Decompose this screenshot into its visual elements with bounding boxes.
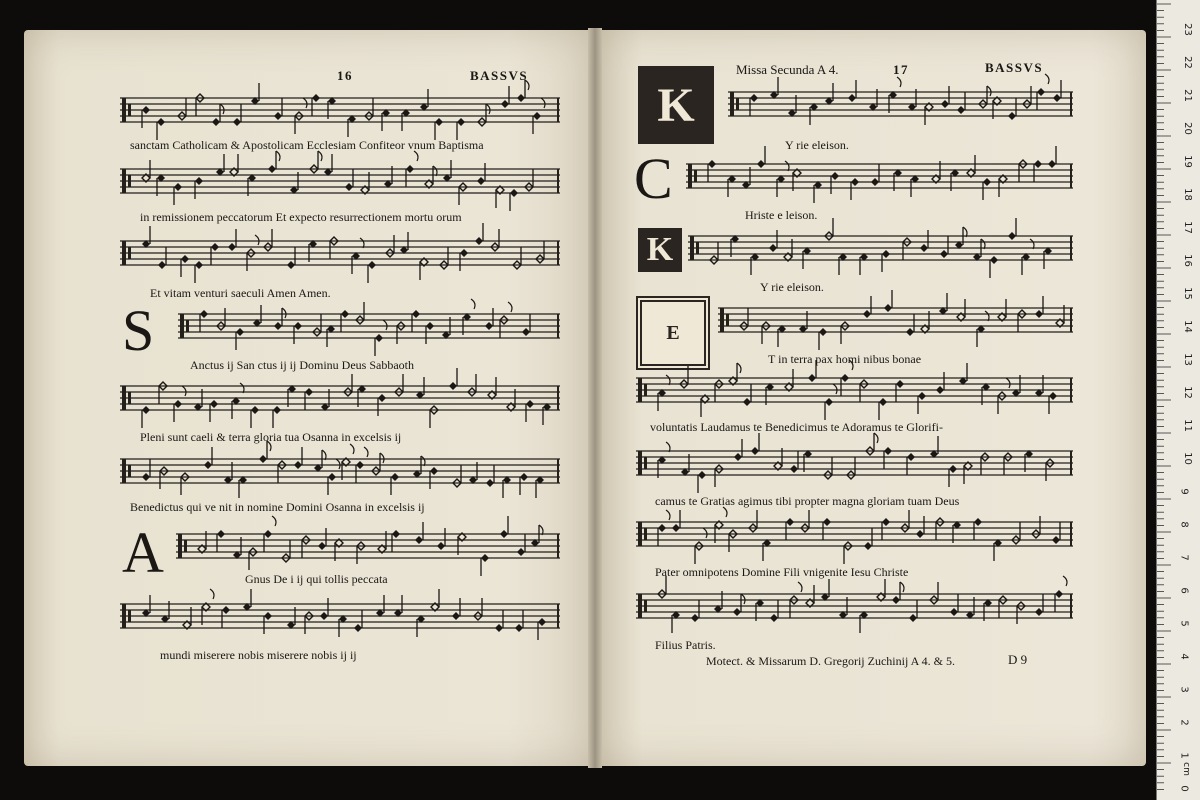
note [860, 380, 868, 402]
note [715, 380, 723, 402]
book-gutter [588, 28, 602, 768]
clef-mark [122, 604, 126, 628]
clef-mark [638, 522, 642, 546]
note [437, 528, 445, 550]
note [478, 104, 490, 126]
music-staff [636, 516, 1073, 556]
note [212, 104, 224, 126]
note [376, 595, 384, 617]
note [743, 384, 751, 406]
music-staff [636, 372, 1073, 412]
ruler-label: 22 [1181, 56, 1193, 69]
ornate-initial: K [638, 66, 714, 144]
note [884, 447, 892, 469]
ruler-label: 0 [1178, 785, 1190, 792]
note [287, 247, 295, 269]
note [305, 388, 313, 410]
note [526, 400, 534, 422]
note [770, 600, 778, 622]
note [1034, 160, 1042, 182]
ornate-initial: E [636, 296, 710, 370]
note [365, 98, 373, 120]
note [710, 242, 718, 264]
note [1017, 602, 1025, 624]
lyric-line: Benedictus qui ve nit in nomine Domini Osanna in excelsis ij [130, 500, 425, 514]
ruler-label: 12 [1181, 386, 1193, 399]
ruler-label: 6 [1178, 587, 1190, 594]
note [1052, 522, 1060, 544]
lyric-line: T in terra pax homi nibus bonae [768, 352, 922, 366]
lyric-line: Y rie eleison. [785, 138, 849, 152]
note [392, 530, 400, 552]
note [488, 377, 496, 399]
note [882, 250, 890, 272]
music-staff [686, 158, 1073, 198]
lyric-line: mundi miserere nobis miserere nobis ij ij [160, 648, 357, 662]
note [925, 103, 933, 125]
lyric-line: Anctus ij San ctus ij ij Dominu Deus Sabbaoth [190, 358, 414, 372]
note [249, 548, 257, 570]
note [302, 536, 310, 558]
note [806, 585, 814, 607]
note [916, 516, 924, 538]
note [936, 518, 944, 540]
ruler-label: 21 [1181, 89, 1193, 102]
note [762, 322, 770, 344]
note [824, 457, 832, 479]
ruler-label: 5 [1178, 620, 1190, 627]
note [142, 595, 150, 617]
note [320, 598, 328, 620]
footer-title: Motect. & Missarum D. Gregorij Zuchinij A 4. & 5. [706, 654, 955, 668]
note [1004, 453, 1012, 475]
music-staff [120, 453, 560, 493]
note [142, 160, 150, 182]
note [274, 98, 282, 120]
note [936, 372, 944, 394]
left-page-number: 16 [337, 68, 353, 83]
ruler-label: 2 [1178, 719, 1190, 726]
note [412, 310, 420, 332]
note [318, 528, 326, 550]
note [474, 598, 482, 620]
note [394, 595, 402, 617]
ruler-label: 17 [1181, 221, 1193, 234]
note [477, 163, 485, 185]
note [420, 89, 428, 111]
note [810, 103, 818, 125]
lyric-line: Gnus De i ij qui tollis peccata [245, 572, 388, 586]
note [981, 453, 989, 475]
note [142, 459, 150, 481]
clef-mark [694, 170, 697, 182]
note [339, 615, 347, 637]
lyric-line: Filius Patris. [655, 638, 716, 652]
note [294, 322, 302, 344]
note [979, 86, 991, 108]
clef-mark [128, 392, 131, 404]
note [305, 612, 313, 634]
note [174, 183, 182, 205]
initial-letter: S [122, 298, 155, 363]
note [740, 308, 748, 330]
clef-mark [178, 534, 182, 558]
clef-mark [638, 378, 642, 402]
note [382, 109, 390, 131]
ruler-label: 1 [1178, 752, 1190, 759]
note [330, 237, 338, 259]
note [1046, 459, 1054, 481]
mass-title: Missa Secunda A 4. [736, 62, 839, 77]
ruler-label: 9 [1178, 488, 1190, 495]
note [181, 473, 189, 495]
ruler-label: 14 [1181, 320, 1193, 333]
note [964, 462, 972, 484]
clef-mark [730, 92, 734, 116]
note [217, 530, 225, 552]
note [313, 314, 321, 336]
note [159, 382, 167, 404]
note [851, 178, 859, 200]
note [417, 615, 425, 637]
note [803, 247, 811, 269]
right-page-number: 17 [893, 62, 909, 77]
note [372, 453, 384, 475]
clef-mark [128, 247, 131, 259]
note [253, 305, 261, 327]
note [909, 600, 917, 622]
note [525, 169, 533, 191]
note [790, 451, 798, 473]
note [536, 241, 544, 263]
clef-mark [128, 104, 131, 116]
clef-mark [184, 540, 187, 552]
note [222, 606, 230, 628]
note [402, 109, 410, 131]
clef-mark [644, 600, 647, 612]
note [999, 596, 1007, 618]
music-staff [636, 588, 1073, 628]
note [847, 457, 855, 479]
note [327, 325, 335, 347]
music-staff [178, 308, 560, 348]
note [314, 450, 326, 472]
note [920, 230, 928, 252]
ruler-label: 11 [1181, 419, 1193, 432]
note [517, 534, 525, 556]
note [708, 160, 716, 182]
measuring-ruler [1156, 0, 1200, 800]
lyric-line: Hriste e leison. [745, 208, 818, 222]
note [823, 518, 831, 540]
note [1019, 160, 1027, 182]
right-voice-label: BASSVS [985, 60, 1044, 75]
note [515, 610, 523, 632]
lyric-line: Y rie eleison. [760, 280, 824, 294]
note [864, 528, 872, 550]
note [955, 227, 967, 249]
ruler-label: 7 [1178, 554, 1190, 561]
ruler-label: 18 [1181, 188, 1193, 201]
music-staff [176, 528, 560, 568]
clef-mark [690, 236, 694, 260]
note [1022, 239, 1034, 275]
note [345, 169, 353, 191]
note [274, 308, 286, 330]
signature-mark: D 9 [1008, 652, 1028, 667]
lyric-line: sanctam Catholicam & Apostolicam Ecclesiam Confiteor vnum Baptisma [130, 138, 484, 152]
clef-mark [644, 384, 647, 396]
note [911, 175, 919, 197]
note [495, 610, 503, 632]
note [158, 247, 166, 269]
lyric-line: Pater omnipotens Domine Fili vnigenite Iesu Christe [655, 565, 909, 579]
clef-mark [186, 320, 189, 332]
note [977, 311, 989, 347]
note [391, 473, 399, 495]
note [233, 104, 241, 126]
note [264, 612, 272, 634]
note [918, 392, 926, 414]
note [903, 238, 911, 260]
note [538, 618, 546, 640]
note [378, 394, 386, 416]
note [210, 400, 218, 422]
clef-mark [638, 594, 642, 618]
note [1044, 247, 1052, 269]
note [232, 383, 244, 419]
clef-mark [128, 465, 131, 477]
note [160, 467, 168, 489]
note [906, 314, 914, 336]
note [236, 328, 244, 350]
note [142, 106, 150, 128]
ruler-label: 13 [1181, 353, 1193, 366]
note [1032, 516, 1040, 538]
note [974, 518, 982, 540]
note [733, 594, 745, 616]
ruler-ticks [1157, 0, 1200, 800]
lyric-line: camus te Gratias agimus tibi propter magna gloriam tuam Deus [655, 494, 960, 508]
note [195, 177, 203, 199]
ruler-label: 19 [1181, 155, 1193, 168]
note [715, 465, 723, 487]
lyric-line: voluntatis Laudamus te Benedicimus te Adoramus te Glorifi- [650, 420, 943, 434]
clef-mark [696, 242, 699, 254]
note [871, 164, 879, 186]
note [531, 525, 543, 547]
note [658, 375, 670, 411]
note [397, 322, 405, 344]
note [443, 160, 451, 182]
music-staff [728, 86, 1073, 126]
note [520, 473, 528, 495]
music-staff [636, 445, 1073, 485]
ruler-label: 4 [1178, 653, 1190, 660]
clef-mark [122, 386, 126, 410]
initial-letter: A [122, 520, 164, 585]
note [831, 172, 839, 194]
note [728, 175, 736, 197]
note [983, 178, 991, 200]
ornate-initial: K [638, 228, 682, 272]
note [777, 161, 789, 197]
note [1018, 310, 1026, 332]
note [907, 453, 915, 475]
note [386, 235, 394, 257]
clef-mark [644, 457, 647, 469]
note [416, 377, 424, 399]
note [196, 94, 204, 116]
note [430, 467, 438, 489]
note [691, 600, 699, 622]
note [354, 610, 362, 632]
ruler-label: 15 [1181, 287, 1193, 300]
clef-mark [122, 169, 126, 193]
ruler-label: 10 [1181, 452, 1193, 465]
clef-mark [180, 314, 184, 338]
ruler-label: 8 [1178, 521, 1190, 528]
note [658, 442, 670, 478]
note [1012, 522, 1020, 544]
lyric-line: Et vitam venturi saeculi Amen Amen. [150, 286, 331, 300]
note [1049, 392, 1057, 414]
note [729, 530, 737, 552]
note [522, 314, 530, 336]
note [882, 518, 890, 540]
note [312, 94, 320, 116]
note [513, 247, 521, 269]
note [941, 86, 949, 108]
note [459, 183, 467, 205]
note [460, 249, 468, 271]
note [352, 238, 364, 274]
note [967, 155, 975, 177]
note [896, 380, 904, 402]
clef-mark [128, 175, 131, 187]
initial-letter: C [634, 146, 673, 211]
clef-mark [122, 459, 126, 483]
note [950, 594, 958, 616]
note [750, 94, 758, 116]
clef-mark [644, 528, 647, 540]
note [486, 465, 494, 487]
note [200, 310, 208, 332]
note [440, 247, 448, 269]
lyric-line: Pleni sunt caeli & terra gloria tua Osanna in excelsis ij [140, 430, 402, 444]
note [785, 369, 793, 391]
music-staff [120, 380, 560, 420]
note [178, 98, 186, 120]
note [940, 236, 948, 258]
lyric-line: in remissionem peccatorum Et expecto resurrectionem mortu orum [140, 210, 462, 224]
ruler-label: 16 [1181, 254, 1193, 267]
note [400, 232, 408, 254]
clef-mark [122, 98, 126, 122]
clef-mark [638, 451, 642, 475]
music-staff [120, 163, 560, 203]
note [949, 465, 957, 487]
clef-mark [736, 98, 739, 110]
note [485, 308, 493, 330]
note [786, 518, 794, 540]
note [452, 598, 460, 620]
note [357, 542, 365, 564]
music-staff [688, 230, 1073, 270]
clef-mark [688, 164, 692, 188]
note [999, 175, 1007, 197]
note [341, 310, 349, 332]
ruler-label: 3 [1178, 686, 1190, 693]
left-voice-label: BASSVS [470, 68, 529, 83]
music-staff [120, 235, 560, 275]
note [841, 322, 849, 344]
note [957, 92, 965, 114]
clef-mark [128, 610, 131, 622]
note [769, 230, 777, 252]
note [426, 322, 434, 344]
note [957, 299, 965, 321]
note [453, 465, 461, 487]
ruler-label: 23 [1181, 23, 1193, 36]
note [825, 83, 833, 105]
note [1008, 98, 1016, 120]
note [998, 299, 1006, 321]
ruler-label: 20 [1181, 122, 1193, 135]
ruler-unit: cm [1180, 762, 1191, 776]
note [1035, 594, 1043, 616]
music-staff [120, 598, 560, 638]
clef-mark [122, 241, 126, 265]
note [1023, 86, 1031, 108]
note [278, 461, 286, 483]
note [181, 255, 189, 277]
music-staff [718, 302, 1073, 342]
clef-mark [720, 308, 724, 332]
note [211, 243, 219, 265]
clef-mark [726, 314, 729, 326]
note [282, 540, 290, 562]
music-staff [120, 92, 560, 132]
note [217, 308, 225, 330]
